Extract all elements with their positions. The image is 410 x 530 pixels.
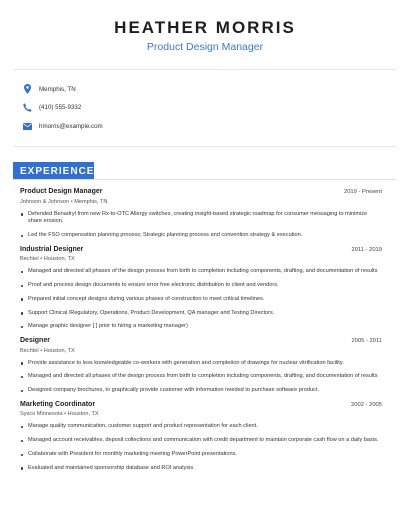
job-bullets: [20, 360, 382, 395]
job-title: Industrial Designer: [20, 245, 84, 253]
job-title: Marketing Coordinator: [20, 400, 96, 408]
bullet-item: Manage quality communication, customer support and product representation for each client.: [20, 423, 382, 431]
bullet-item: Provide assistance to less knowledgeable co-workers with generation and completion of drawings for nuclear vitrification facility.: [20, 360, 382, 368]
job-entry: [20, 401, 382, 472]
job-dates: 2011 - 2019: [351, 246, 382, 253]
phone-icon: [22, 102, 32, 114]
contact-phone: [22, 102, 103, 114]
job-entry: [20, 188, 382, 239]
experience-list: [20, 188, 382, 479]
job-bullets: [20, 268, 382, 331]
job-company: Sysco Minnesota • Houston, TX: [20, 411, 99, 418]
bullet-item: Led the FSO compensation planning process; Strategic planning process and convention strategy & execution.: [20, 232, 382, 240]
bullet-item: Managed and directed all phases of the design process from birth to completion including components, drafting, and documentation of results: [20, 373, 382, 381]
job-title: Designer: [20, 337, 50, 345]
job-bullets: [20, 423, 382, 472]
contact-location: [22, 83, 103, 95]
bullet-item: Managed account receivables, deposit collections and communication with credit department to maintain corporate cash flow on a daily basis.: [20, 437, 382, 445]
job-entry: [20, 337, 382, 395]
candidate-name: HEATHER MORRIS: [114, 18, 296, 37]
bullet-item: Defended Benadryl from new Rx-to-OTC Allergy switches, creating insight-based strategic roadmap for consumer messaging to minimize share erosion.: [20, 211, 382, 226]
bullet-item: Manage graphic designer [ ] prior to hiring a marketing manager): [20, 323, 382, 331]
job-company: Johnson & Johnson • Memphis, TN: [20, 198, 108, 205]
job-dates: 2005 - 2011: [351, 338, 382, 345]
section-heading-experience: EXPERIENCE: [13, 162, 94, 180]
resume-header: [0, 18, 410, 54]
contact-block: [22, 83, 103, 139]
job-bullets: [20, 211, 382, 240]
bullet-item: Support Clinical /Regulatory, Operations, Product Development, QA manager and Testing Directors.: [20, 310, 382, 318]
job-company: Bechtel • Houston, TX: [20, 256, 75, 263]
divider: [14, 146, 396, 147]
job-dates: 2002 - 2005: [351, 401, 382, 408]
mail-icon: [22, 120, 32, 132]
email-link[interactable]: hmorris@example.com: [39, 122, 103, 130]
section-rule: [13, 179, 397, 180]
bullet-item: Designed company brochures, to graphically provide customer with information needed to purchase software product.: [20, 387, 382, 395]
bullet-item: Collaborate with President for monthly marketing meeting PowerPoint presentations.: [20, 451, 382, 459]
job-entry: [20, 246, 382, 331]
candidate-title: Product Design Manager: [146, 41, 264, 53]
job-company: Bechtel • Houston, TX: [20, 347, 75, 354]
bullet-item: Prepared initial concept designs during various phases of construction to meet critical timelines.: [20, 296, 382, 304]
location-text: Memphis, TN: [39, 85, 76, 93]
job-dates: 2019 - Present: [343, 189, 382, 195]
bullet-item: Proof and process design documents to ensure error free electronic distribution to client and vendors.: [20, 282, 382, 290]
bullet-item: Evaluated and maintained sponsorship database and ROI analysis.: [20, 465, 382, 473]
job-title: Product Design Manager: [20, 188, 103, 195]
contact-email: [22, 120, 103, 132]
bullet-item: Managed and directed all phases of the design process from birth to completion including components, drafting, and documentation of results: [20, 268, 382, 276]
map-pin-icon: [22, 83, 32, 95]
phone-text: (410) 555-9332: [39, 104, 82, 111]
divider: [14, 69, 396, 70]
